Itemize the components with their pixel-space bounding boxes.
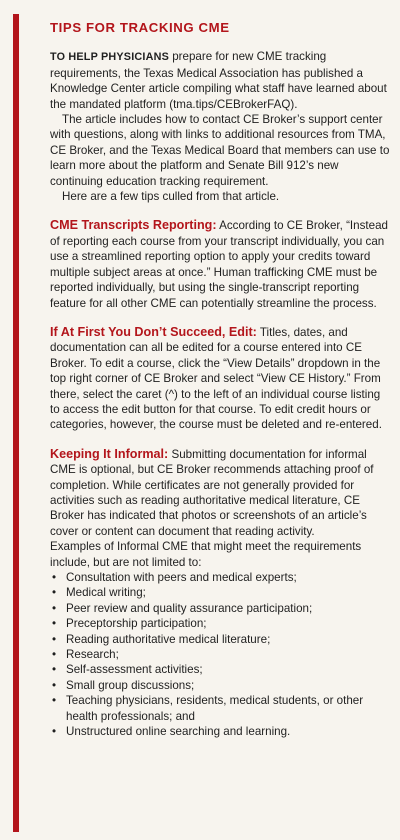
section-transcripts (50, 218, 392, 310)
list-intro: Examples of Informal CME that might meet the requirements include, but are not limited to: (50, 540, 362, 569)
list-item: • Small group discussions; (50, 678, 392, 693)
intro-lead: TO HELP PHYSICIANS (50, 51, 169, 64)
list-item: • Consultation with peers and medical experts; (50, 570, 392, 585)
section-paragraph (50, 325, 392, 433)
article-kicker: TIPS FOR TRACKING CME (50, 20, 230, 35)
intro-paragraph-2: The article includes how to contact CE Broker’s support center with questions, along with links to additional resources from TMA, CE Broker, and the Texas Medical Board that members can use to learn more about the platform and Senate Bill 912’s new continuing education tracking requirement. (50, 113, 390, 188)
list-item: • Medical writing; (50, 585, 392, 600)
section-informal (50, 447, 392, 740)
list-item: • Preceptorship participation; (50, 616, 392, 631)
section-body: Titles, dates, and documentation can all be edited for a course entered into CE Broker. To edit a course, click the “View Details” dropdown in the top right corner of CE Broker and select “View CE History.” From there, select the caret (^) to the left of an individual course listing to access the edit button for that course. To edit credit hours or categories, however, the course must be deleted and re-entered. (50, 325, 382, 432)
list-item: • Research; (50, 647, 392, 662)
list-item: • Reading authoritative medical literature; (50, 632, 392, 647)
list-item: • Peer review and quality assurance participation; (50, 601, 392, 616)
section-heading: If At First You Don’t Succeed, Edit: (50, 324, 257, 339)
intro-paragraph-3: Here are a few tips culled from that article. (62, 190, 280, 204)
list-item: • Teaching physicians, residents, medical students, or other health professionals; and (50, 693, 392, 724)
intro-text: prepare for new CME tracking requirements, the Texas Medical Association has published a Knowledge Center article compiling what staff have learned about the mandated platform (tma.tips/CEBrokerFAQ). (50, 50, 387, 111)
section-body: According to CE Broker, “Instead of reporting each course from your transcript individually, you can use a streamlined reporting option to apply your credits toward multiple subject areas at once.” Human trafficking CME must be reported individually, but using the single-transcript reporting feature for all other CME can potentially streamline the process. (50, 219, 388, 310)
section-heading: Keeping It Informal: (50, 446, 169, 461)
list-item: • Unstructured online searching and learning. (50, 724, 392, 739)
section-edit (50, 325, 392, 433)
section-body: Submitting documentation for informal CME is optional, but CE Broker recommends attaching proof of completion. While certificates are not generally provided for activities such as reading authoritative medical literature, CE Broker has indicated that photos or screenshots of an article’s cover or content can document that reading activity. (50, 447, 374, 538)
informal-cme-list (50, 570, 392, 739)
accent-bar (13, 14, 19, 832)
section-heading: CME Transcripts Reporting: (50, 218, 217, 233)
intro-paragraph (50, 49, 392, 112)
list-item: • Self-assessment activities; (50, 662, 392, 677)
section-paragraph (50, 447, 392, 539)
article-content (50, 14, 392, 739)
section-paragraph (50, 218, 392, 310)
